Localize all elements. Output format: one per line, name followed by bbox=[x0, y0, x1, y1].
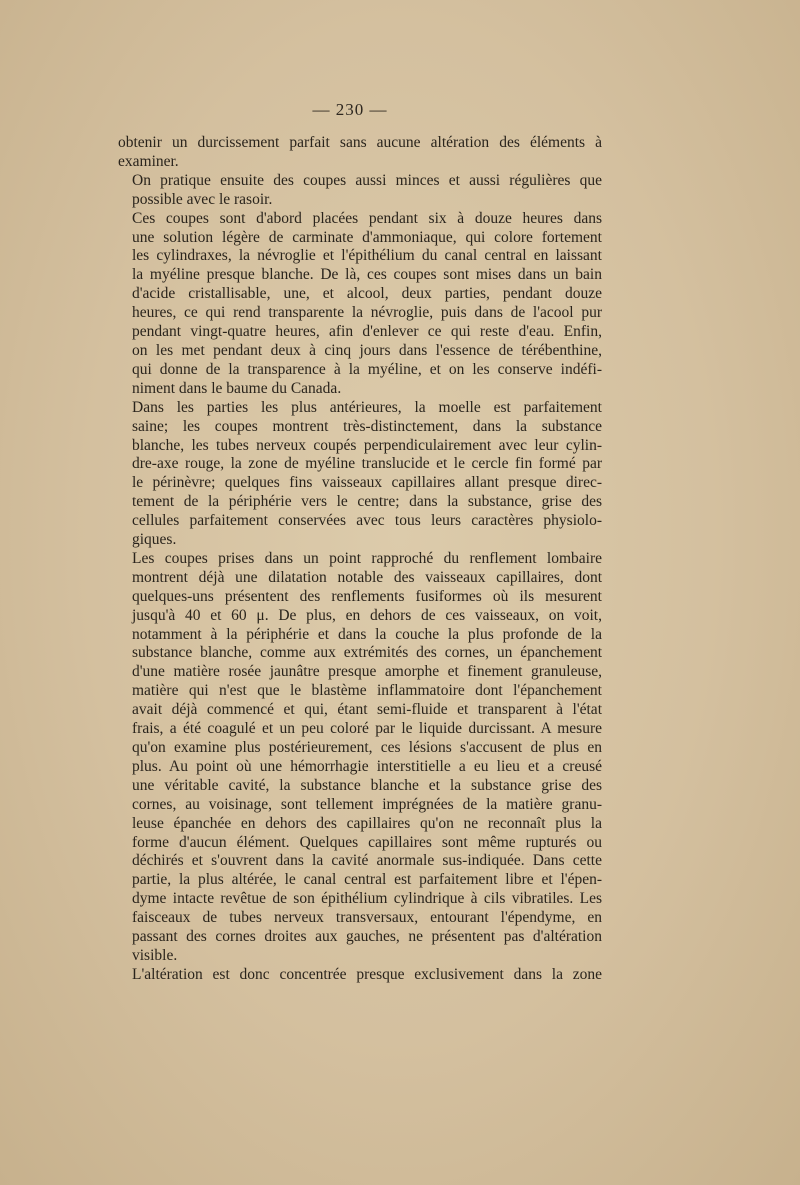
text-line: giques. bbox=[132, 531, 177, 549]
text-line: la myéline presque blanche. De là, ces coupes sont mises dans un bain bbox=[132, 266, 602, 284]
text-line: L'altération est donc concentrée presque exclusivement dans la zone bbox=[132, 965, 602, 983]
text-line: qu'on examine plus postérieurement, ces lésions s'accusent de plus en bbox=[132, 739, 602, 756]
paragraph bbox=[118, 550, 602, 966]
text-line: heures, ce qui rend transparente la névroglie, puis dans de l'acool pur bbox=[132, 304, 602, 322]
text-line: cornes, au voisinage, sont tellement imprégnées de la matière granu- bbox=[132, 795, 602, 813]
text-line: les cylindraxes, la névroglie et l'épithélium du canal central en laissant bbox=[132, 247, 602, 265]
text-line: obtenir un durcissement parfait sans aucune altération des éléments à bbox=[118, 134, 602, 151]
text-line: cellules parfaitement conservées avec tous leurs caractères physiolo- bbox=[132, 512, 602, 530]
text-line: partie, la plus altérée, le canal central est parfaitement libre et l'épen- bbox=[132, 871, 602, 889]
text-line: d'une matière rosée jaunâtre presque amorphe et finement granuleuse, bbox=[132, 663, 602, 681]
text-line: leuse épanchée en dehors des capillaires qu'on ne reconnaît plus la bbox=[132, 814, 602, 832]
body-text bbox=[118, 134, 602, 985]
text-line: qui donne de la transparence à la myéline, et on les conserve indéfi- bbox=[132, 360, 602, 378]
text-line: faisceaux de tubes nerveux transversaux, entourant l'épendyme, en bbox=[132, 909, 602, 927]
text-line: possible avec le rasoir. bbox=[132, 190, 273, 208]
text-line: plus. Au point où une hémorrhagie interstitielle a eu lieu et a creusé bbox=[132, 757, 602, 775]
paragraph bbox=[118, 966, 602, 985]
text-line: avait déjà commencé et qui, étant semi-fluide et transparent à l'état bbox=[132, 701, 602, 719]
text-line: substance blanche, comme aux extrémités des cornes, un épanchement bbox=[132, 644, 602, 662]
paragraph bbox=[118, 172, 602, 210]
text-line: niment dans le baume du Canada. bbox=[132, 379, 342, 397]
text-line: tement de la périphérie vers le centre; dans la substance, grise des bbox=[132, 493, 602, 511]
text-line: quelques-uns présentent des renflements fusiformes où ils mesurent bbox=[132, 587, 602, 605]
text-line: blanche, les tubes nerveux coupés perpendiculairement avec leur cylin- bbox=[132, 436, 602, 454]
text-line: une solution légère de carminate d'ammoniaque, qui colore fortement bbox=[132, 228, 602, 246]
text-line: pendant vingt-quatre heures, afin d'enlever ce qui reste d'eau. Enfin, bbox=[132, 323, 602, 341]
paragraph bbox=[118, 134, 602, 172]
text-line: Ces coupes sont d'abord placées pendant six à douze heures dans bbox=[132, 209, 602, 227]
text-line: jusqu'à 40 et 60 μ. De plus, en dehors de ces vaisseaux, on voit, bbox=[132, 606, 602, 624]
text-line: montrent déjà une dilatation notable des vaisseaux capillaires, dont bbox=[132, 568, 602, 586]
text-line: le périnèvre; quelques fins vaisseaux capillaires allant presque direc- bbox=[132, 474, 602, 492]
page-number: — 230 — bbox=[312, 100, 388, 119]
text-line: matière qui n'est que le blastème inflammatoire dont l'épanchement bbox=[132, 682, 602, 700]
paragraph bbox=[118, 210, 602, 399]
text-line: Dans les parties les plus antérieures, la moelle est parfaitement bbox=[132, 398, 602, 416]
text-line: dyme intacte revêtue de son épithélium cylindrique à cils vibratiles. Les bbox=[132, 890, 602, 908]
text-line: forme d'aucun élément. Quelques capillaires sont même rupturés ou bbox=[132, 833, 602, 851]
text-line: déchirés et s'ouvrent dans la cavité anormale sus-indiquée. Dans cette bbox=[132, 852, 602, 870]
text-line: frais, a été coagulé et un peu coloré par le liquide durcissant. A mesure bbox=[132, 720, 602, 738]
text-line: saine; les coupes montrent très-distinctement, dans la substance bbox=[132, 417, 602, 435]
paragraph bbox=[118, 399, 602, 550]
text-line: dre-axe rouge, la zone de myéline translucide et le cercle fin formé par bbox=[132, 455, 602, 473]
text-line: une véritable cavité, la substance blanche et la substance grise des bbox=[132, 776, 602, 794]
text-line: passant des cornes droites aux gauches, ne présentent pas d'altération bbox=[132, 928, 602, 946]
text-line: on les met pendant deux à cinq jours dans l'essence de térébenthine, bbox=[132, 341, 602, 359]
text-line: notamment à la périphérie et dans la couche la plus profonde de la bbox=[132, 625, 602, 643]
text-line: examiner. bbox=[118, 152, 179, 170]
text-line: Les coupes prises dans un point rapproché du renflement lombaire bbox=[132, 549, 602, 567]
text-line: On pratique ensuite des coupes aussi minces et aussi régulières que bbox=[132, 171, 602, 189]
text-line: visible. bbox=[132, 946, 178, 964]
text-line: d'acide cristallisable, une, et alcool, deux parties, pendant douze bbox=[132, 285, 602, 303]
